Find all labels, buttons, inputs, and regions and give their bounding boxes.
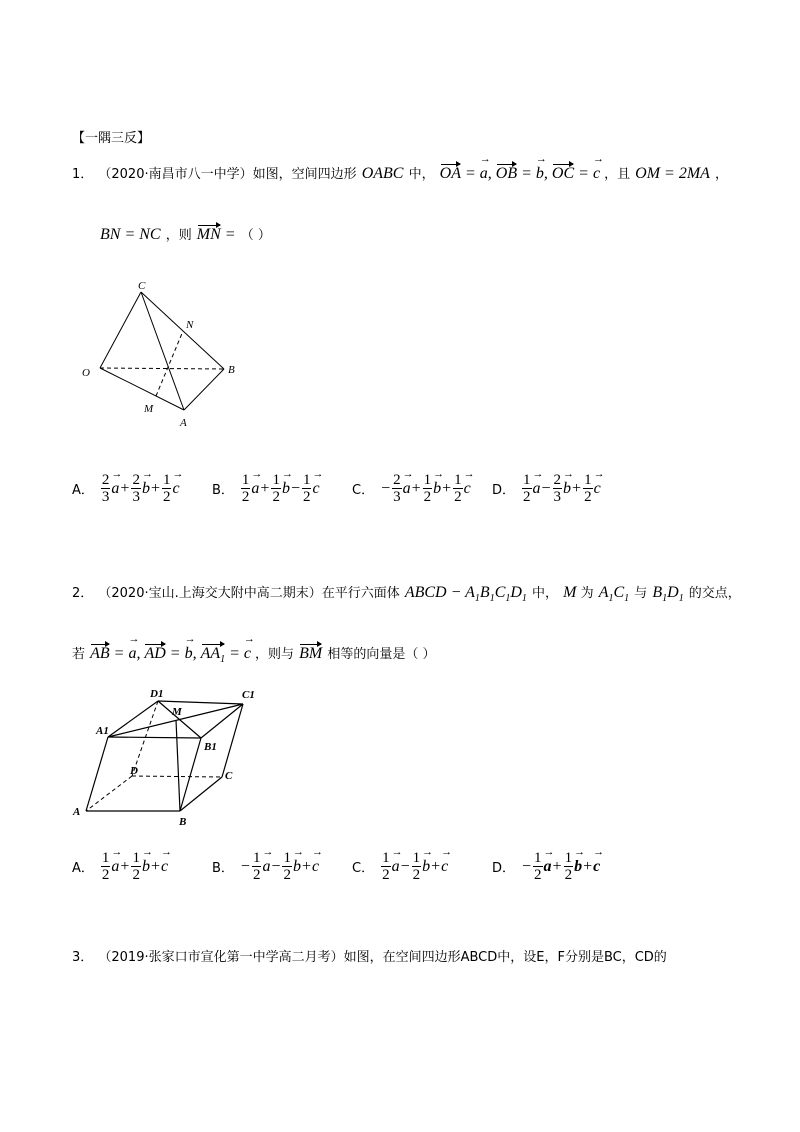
edge-MN (156, 331, 183, 396)
q2-label-C1: C1 (242, 689, 255, 701)
q1-option-d[interactable]: D． $\frac{1}{2}$ a → − $\frac{2}{3}$ b → + $\frac{1}{2}$ c → (492, 472, 601, 505)
q2-label-C: C (225, 770, 233, 782)
q1-zhong: 中， (408, 167, 435, 182)
q1-option-a[interactable]: A． $\frac{2}{3}$ a → + $\frac{2}{3}$ b → + $\frac{1}{2}$ c → (72, 472, 180, 505)
q2-line-b1d1: $B_1D_1$ (652, 584, 684, 605)
q1-label-B: B (228, 364, 235, 376)
q2-yu: 与 (634, 586, 648, 601)
q2-option-a[interactable]: A． $\frac{1}{2}$ a → + $\frac{1}{2}$ b → + c → (72, 850, 168, 883)
q1-cond2: BN = NC (100, 226, 161, 243)
q2-line1 (72, 582, 741, 604)
q2-option-d[interactable]: D． − $\frac{1}{2}$ a → + $\frac{1}{2}$ b → + c → (492, 850, 600, 883)
edge-CA (141, 292, 184, 410)
q1-line1 (72, 163, 728, 183)
q1-comma: ， (715, 167, 729, 182)
q1-source: （2020·南昌市八一中学）如图，空间四边形 (98, 167, 357, 182)
q1-label-M: M (144, 403, 154, 415)
q1-line2 (100, 224, 271, 244)
q2-label-B1: B1 (204, 741, 217, 753)
q1-option-c[interactable]: C． − $\frac{2}{3}$ a → + $\frac{1}{2}$ b → + $\frac{1}{2}$ c → (352, 472, 471, 505)
q1-paren: （ ） (240, 228, 271, 243)
q3-text: （2019·张家口市宣化第一中学高二月考）如图，在空间四边形ABCD中，设E，F分别是BC，CD的 (98, 950, 667, 965)
q1-number: 1． (72, 167, 94, 182)
q1-target: MN = (196, 226, 236, 243)
edge-CB (141, 292, 224, 369)
q2-zhong: 中， (532, 586, 559, 601)
edge-CO (100, 292, 141, 368)
q2-option-c[interactable]: C． $\frac{1}{2}$ a → − $\frac{1}{2}$ b → + c → (352, 850, 448, 883)
q2-label-B: B (179, 816, 187, 828)
section-title: 【一隅三反】 (72, 131, 151, 146)
q1-label-A: A (180, 417, 187, 429)
q1-quad: OABC (361, 165, 404, 182)
q2-label-M: M (172, 706, 182, 718)
q2-number: 2． (72, 586, 94, 601)
q2-target: BM (299, 645, 323, 662)
q2-figure (68, 684, 268, 830)
q1-label-C: C (138, 280, 146, 292)
q2-line2 (72, 643, 435, 665)
q1-label-N: N (186, 319, 194, 331)
edge-AB (184, 369, 224, 410)
q3-line1 (72, 946, 667, 965)
q1-cond1: OM = 2MA (635, 165, 710, 182)
q2-ze: ，则与 (255, 647, 295, 662)
edge-OB (100, 368, 224, 369)
q2-label-D: D (130, 765, 138, 777)
q3-number: 3． (72, 950, 94, 965)
q2-solid: ABCD − $A_1B_1C_1D_1$ (404, 584, 527, 605)
q2-label-A: A (73, 806, 81, 818)
q2-option-b[interactable]: B． − $\frac{1}{2}$ a → − $\frac{1}{2}$ b → + c → (212, 850, 319, 883)
q1-vectors: OA = a →, OB = b →, OC = c → (440, 165, 604, 182)
q2-label-A1: A1 (96, 725, 109, 737)
q2-source: （2020·宝山.上海交大附中高二期末）在平行六面体 (98, 586, 400, 601)
q1-qie: ，且 (604, 167, 631, 182)
q2-vectors: AB = a →, AD = b →, $AA_1 = c$ → (90, 645, 255, 662)
q2-ruo: 若 (72, 647, 86, 662)
q2-m-is: M 为 (563, 584, 594, 601)
q2-intersection: 的交点， (688, 586, 741, 601)
q1-label-O: O (82, 367, 90, 379)
q2-line-a1c1: $A_1C_1$ (598, 584, 630, 605)
q1-ze: ，则 (165, 228, 192, 243)
q2-equal: 相等的向量是（ ） (327, 647, 436, 662)
q1-option-b[interactable]: B． $\frac{1}{2}$ a → + $\frac{1}{2}$ b → − $\frac{1}{2}$ c → (212, 472, 320, 505)
q2-label-D1: D1 (150, 688, 164, 700)
q1-figure (76, 276, 246, 434)
